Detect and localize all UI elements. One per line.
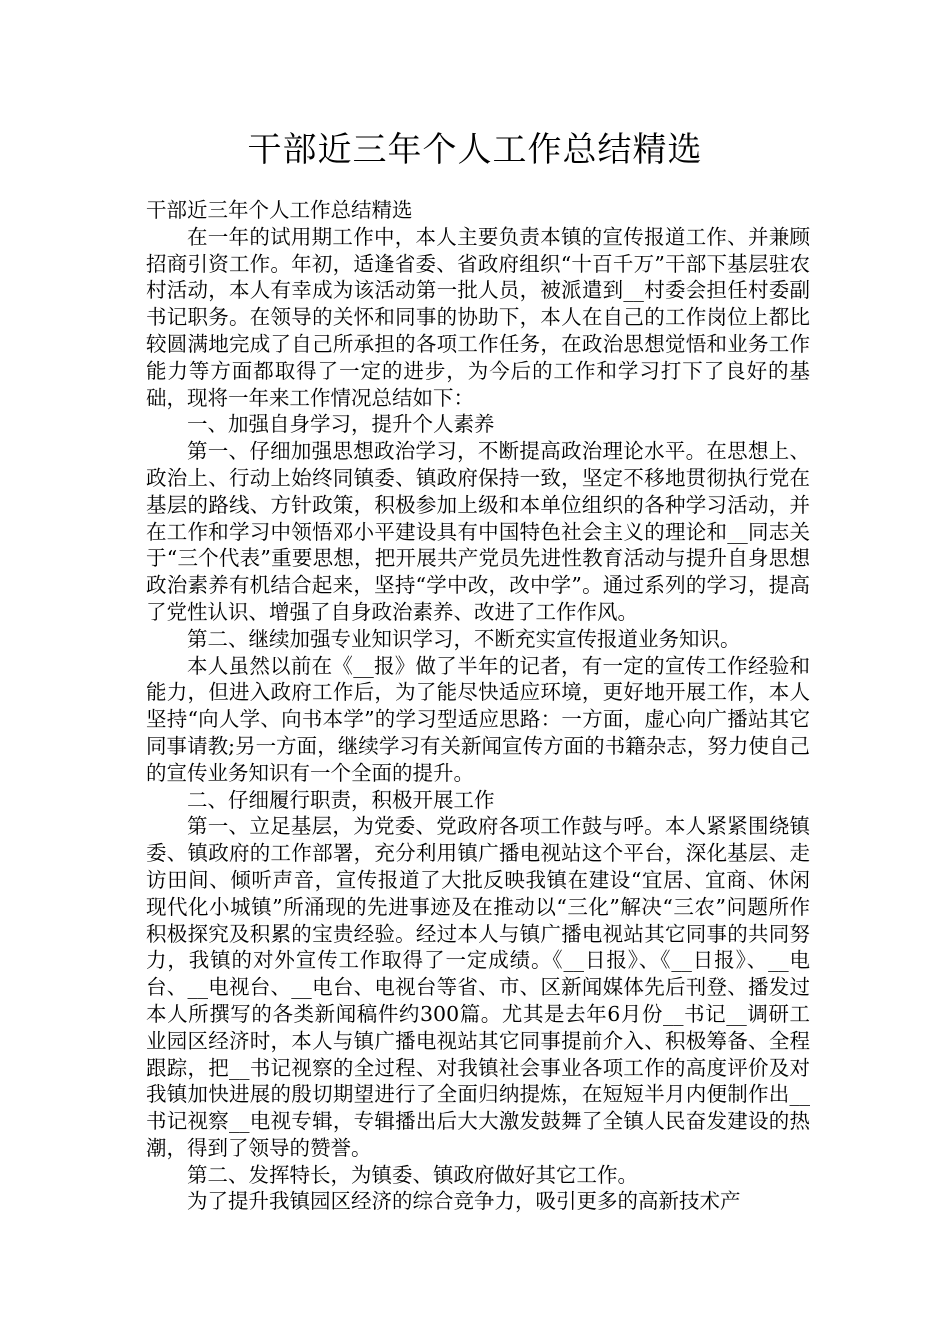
intro-paragraph: 在一年的试用期工作中，本人主要负责本镇的宣传报道工作、并兼顾招商引资工作。年初，适逢省委、省政府组织“十百千万”干部下基层驻农村活动，本人有幸成为该活动第一批人员，被派遣到__村委会担任村委副书记职务。在领导的关怀和同事的协助下，本人在自己的工作岗位上都比较圆满地完成了自己所承担的各项工作任务，在政治思想觉悟和业务工作能力等方面都取得了一定的进步，为今后的工作和学习打下了良好的基础，现将一年来工作情况总结如下： bbox=[146, 224, 810, 410]
paragraph-study-politics: 第一、仔细加强思想政治学习，不断提高政治理论水平。在思想上、政治上、行动上始终同镇委、镇政府保持一致，坚定不移地贯彻执行党在基层的路线、方针政策，积极参加上级和本单位组织的各种学习活动，并在工作和学习中领悟邓小平建设具有中国特色社会主义的理论和__同志关于“三个代表”重要思想，把开展共产党员先进性教育活动与提升自身思想政治素养有机结合起来，坚持“学中改，改中学”。通过系列的学习，提高了党性认识、增强了自身政治素养、改进了工作作风。 bbox=[146, 439, 810, 624]
paragraph-park-economy: 为了提升我镇园区经济的综合竞争力，吸引更多的高新技术产 bbox=[187, 1189, 741, 1214]
paragraph-study-professional: 第二、继续加强专业知识学习，不断充实宣传报道业务知识。 bbox=[187, 626, 741, 651]
paragraph-grassroots-publicity: 第一、立足基层，为党委、党政府各项工作鼓与呼。本人紧紧围绕镇委、镇政府的工作部署，充分利用镇广播电视站这个平台，深化基层、走访田间、倾听声音，宣传报道了大批反映我镇在建设“宜居、宜商、休闲现代化小城镇”所涌现的先进事迹及在推动以“三化”解决“三农”问题所作积极探究及积累的宝贵经验。经过本人与镇广播电视站其它同事的共同努力，我镇的对外宣传工作取得了一定成绩。《__日报》、《__日报》、__电台、__电视台、__电台、电视台等省、市、区新闻媒体先后刊登、播发过本人所撰写的各类新闻稿件约300篇。尤其是去年6月份__书记__调研工业园区经济时，本人与镇广播电视站其它同事提前介入、积极筹备、全程跟踪，把__书记视察的全过程、对我镇社会事业各项工作的高度评价及对我镇加快进展的殷切期望进行了全面归纳提炼，在短短半月内便制作出__书记视察__电视专辑，专辑播出后大大激发鼓舞了全镇人民奋发建设的热潮，得到了领导的赞誉。 bbox=[146, 814, 810, 1160]
paragraph-other-work: 第二、发挥特长，为镇委、镇政府做好其它工作。 bbox=[187, 1162, 638, 1187]
document-subtitle: 干部近三年个人工作总结精选 bbox=[146, 198, 413, 222]
paragraph-journalist-experience: 本人虽然以前在《__报》做了半年的记者，有一定的宣传工作经验和能力，但进入政府工作后，为了能尽快适应环境，更好地开展工作，本人坚持“向人学、向书本学”的学习型适应思路：一方面，虚心向广播站其它同事请教;另一方面，继续学习有关新闻宣传方面的书籍杂志，努力使自己的宣传业务知识有一个全面的提升。 bbox=[146, 653, 810, 785]
section-heading-2: 二、仔细履行职责，积极开展工作 bbox=[187, 787, 495, 812]
document-title: 干部近三年个人工作总结精选 bbox=[247, 130, 703, 170]
document-body bbox=[146, 197, 810, 1215]
section-heading-1: 一、加强自身学习，提升个人素养 bbox=[187, 412, 495, 437]
